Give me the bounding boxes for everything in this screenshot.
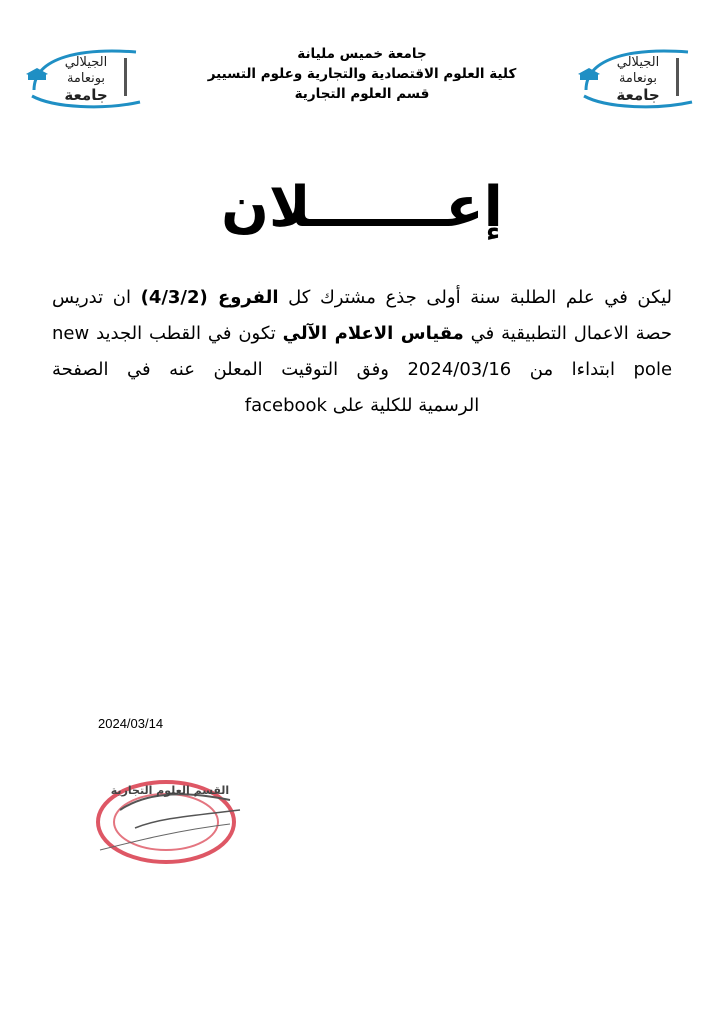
logo-arabic-mid: بونعامة [618, 71, 658, 86]
university-logo-icon [576, 44, 700, 112]
logo-arabic-top: الجيلالي [64, 55, 108, 70]
line1-text-c: ان تدريس [52, 287, 141, 308]
department-stamp [80, 770, 250, 870]
logo-arabic-bottom: جامعة [616, 86, 660, 104]
department-name: قسم العلوم التجارية [294, 86, 430, 102]
logo-arabic-mid: بونعامة [66, 71, 106, 86]
university-logo-icon [24, 44, 148, 112]
line1-text-a: ليكن في علم الطلبة سنة أولى جذع مشترك كل [278, 287, 672, 308]
university-logo-right [576, 44, 700, 112]
stamp-text: القسم العلوم التجارية [110, 784, 230, 797]
line2-text-a: حصة الاعمال التطبيقية في [463, 323, 672, 344]
university-name: جامعة خميس مليانة [297, 46, 427, 62]
announcement-line-4: الرسمية للكلية على facebook [244, 395, 480, 416]
announcement-line-1 [52, 280, 672, 316]
faculty-name: كلية العلوم الاقتصادية والتجارية وعلوم التسيير [207, 66, 517, 82]
logo-arabic-top: الجيلالي [616, 55, 660, 70]
line2-text-c: تكون في القطب الجديد new [52, 323, 283, 344]
announcement-line-3: pole ابتداءا من 2024/03/16 وفق التوقيت المعلن عنه في الصفحة [52, 359, 673, 380]
university-logo-left [24, 44, 148, 112]
announcement-title: إعـــــــلان [221, 175, 503, 240]
announcement-body [52, 280, 672, 424]
department-stamp-icon [80, 770, 250, 870]
branches-highlight: الفروع (4/3/2) [140, 287, 279, 308]
logo-arabic-bottom: جامعة [64, 86, 108, 104]
course-highlight: مقياس الاعلام الآلي [282, 323, 464, 344]
document-header [170, 44, 554, 104]
document-date: 2024/03/14 [98, 716, 164, 731]
announcement-line-2 [52, 316, 672, 352]
